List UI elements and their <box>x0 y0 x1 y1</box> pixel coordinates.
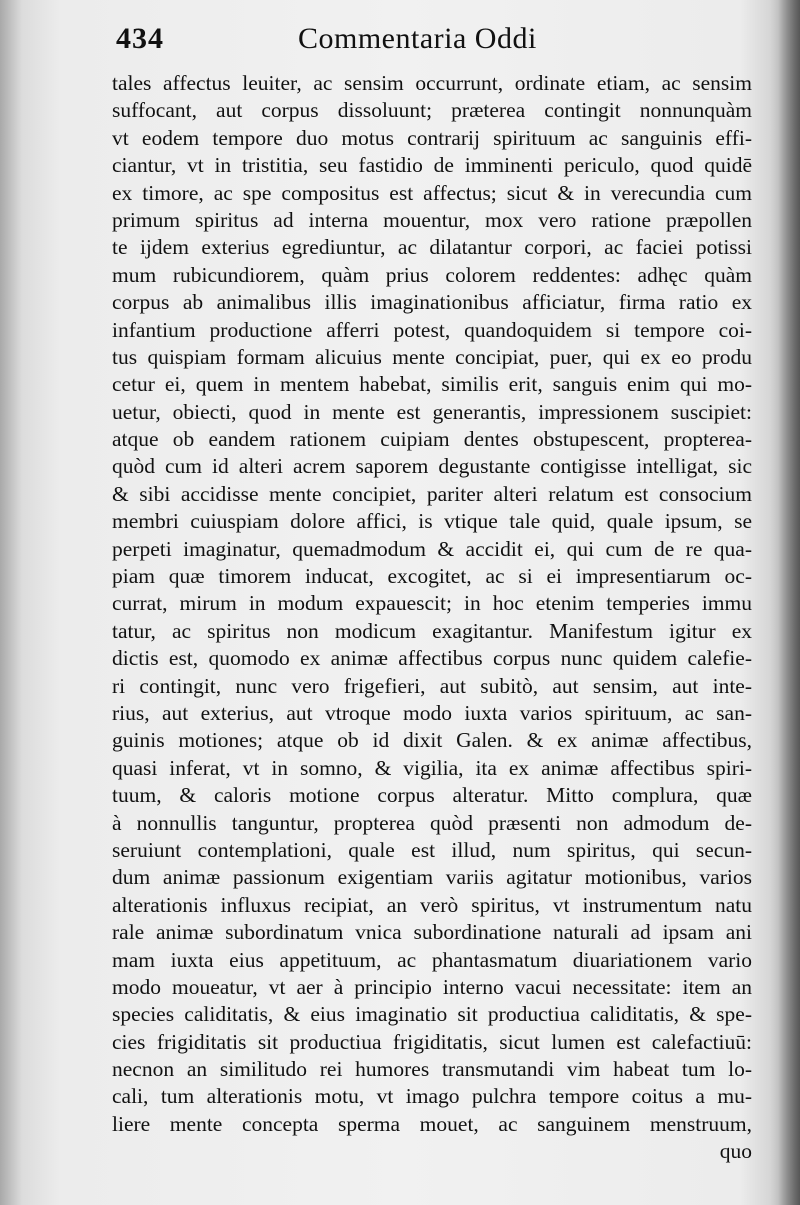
catchword: quo <box>719 1139 752 1164</box>
text-line: perpeti imaginatur, quemadmodum & accidit ei, qui cum de re qua- <box>112 536 752 561</box>
text-line: te ijdem exterius egrediuntur, ac dilatantur corpori, ac faciei potissi <box>112 235 752 260</box>
text-line: alterationis influxus recipiat, an verò spiritus, vt instrumentum natu <box>112 892 752 917</box>
page-number: 434 <box>116 22 164 55</box>
text-line: mam iuxta eius appetituum, ac phantasmatum diuariationem vario <box>112 947 752 972</box>
text-line: tales affectus leuiter, ac sensim occurrunt, ordinate etiam, ac sensim <box>112 71 752 95</box>
text-line: tuum, & caloris motione corpus alteratur. Mitto complura, quæ <box>112 783 752 808</box>
text-line: cali, tum alterationis motu, vt imago pulchra tempore coitus a mu- <box>112 1084 752 1109</box>
text-line: membri cuiuspiam dolore affici, is vtique tale quid, quale ipsum, se <box>112 509 752 534</box>
text-line: uetur, obiecti, quod in mente est generantis, impressionem suscipiet: <box>112 399 752 424</box>
running-title: Commentaria Oddi <box>298 22 537 55</box>
text-line: quasi inferat, vt in somno, & vigilia, ita ex animæ affectibus spiri- <box>112 755 752 780</box>
text-line: cies frigiditatis sit productiua frigiditatis, sicut lumen est calefactiuū: <box>112 1029 752 1054</box>
text-line: modo moueatur, vt aer à principio interno vacui necessitate: item an <box>112 974 752 999</box>
text-line: ciantur, vt in tristitia, seu fastidio de imminenti periculo, quod quidē <box>112 153 752 178</box>
text-line: & sibi accidisse mente concipiet, pariter alteri relatum est consocium <box>112 481 752 506</box>
text-line: dum animæ passionum exigentiam variis agitatur motionibus, varios <box>112 865 752 890</box>
text-line: ri contingit, nunc vero frigefieri, aut subitò, aut sensim, aut inte- <box>112 673 752 698</box>
text-line: piam quæ timorem inducat, excogitet, ac si ei impresentiarum oc- <box>112 564 752 589</box>
text-line: quòd cum id alteri acrem saporem degustante contigisse intelligat, sic <box>112 454 752 479</box>
page-header <box>116 22 586 68</box>
text-line: rale animæ subordinatum vnica subordinatione naturali ad ipsam ani <box>112 920 752 945</box>
text-line: suffocant, aut corpus dissoluunt; præterea contingit nonnunquàm <box>112 98 752 123</box>
text-line: species caliditatis, & eius imaginatio sit productiua caliditatis, & spe- <box>112 1002 752 1027</box>
text-line: corpus ab animalibus illis imaginationibus afficiatur, firma ratio ex <box>112 290 752 315</box>
body-text <box>112 70 752 1166</box>
text-line: seruiunt contemplationi, quale est illud, num spiritus, qui secun- <box>112 837 752 862</box>
binding-gutter-shadow <box>778 0 800 1205</box>
text-line: tus quispiam formam alicuius mente concipiat, puer, qui ex eo produ <box>112 344 752 369</box>
text-line: tatur, ac spiritus non modicum exagitantur. Manifestum igitur ex <box>112 618 752 643</box>
text-line: rius, aut exterius, aut vtroque modo iuxta varios spirituum, ac san- <box>112 700 752 725</box>
text-line: dictis est, quomodo ex animæ affectibus corpus nunc quidem calefie- <box>112 646 752 671</box>
text-line: ex timore, ac spe compositus est affectus; sicut & in verecundia cum <box>112 180 752 205</box>
text-line: primum spiritus ad interna mouentur, mox vero ratione præpollen <box>112 207 752 232</box>
text-line: infantium productione afferri potest, quandoquidem si tempore coi- <box>112 317 752 342</box>
text-line: à nonnullis tanguntur, propterea quòd præsenti non admodum de- <box>112 810 752 835</box>
text-line: vt eodem tempore duo motus contrarij spirituum ac sanguinis effi- <box>112 125 752 150</box>
text-line: currat, mirum in modum expauescit; in hoc etenim temperies immu <box>112 591 752 616</box>
text-line: liere mente concepta sperma mouet, ac sanguinem menstruum, <box>112 1111 752 1136</box>
text-line: guinis motiones; atque ob id dixit Galen. & ex animæ affectibus, <box>112 728 752 753</box>
text-line: atque ob eandem rationem cuipiam dentes obstupescent, propterea- <box>112 427 752 452</box>
text-line: mum rubicundiorem, quàm prius colorem reddentes: adhęc quàm <box>112 262 752 287</box>
text-line: cetur ei, quem in mentem habebat, similis erit, sanguis enim qui mo- <box>112 372 752 397</box>
text-line: necnon an similitudo rei humores transmutandi vim habeat tum lo- <box>112 1057 752 1082</box>
